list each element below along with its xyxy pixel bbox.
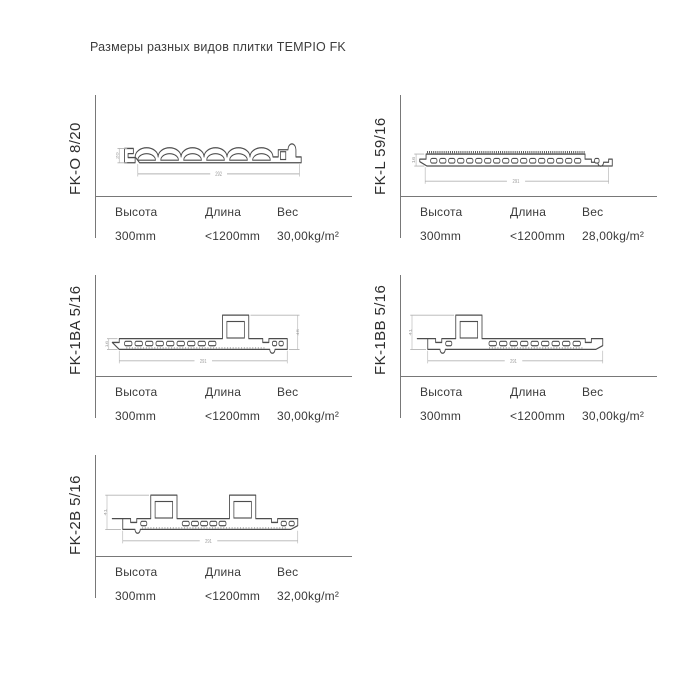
section-fk-1bb-5-16 — [365, 275, 657, 435]
height-dim-label: 16 — [411, 156, 417, 164]
value-height: 300mm — [115, 589, 157, 603]
length-dim-label: 291 — [199, 358, 207, 366]
col-header-height: Высота — [115, 385, 158, 399]
value-weight: 32,00kg/m² — [277, 589, 340, 603]
page-title: Размеры разных видов плитки TEMPIO FK — [90, 40, 346, 54]
section-fk-o-8-20 — [60, 95, 352, 255]
spec-table — [95, 376, 352, 423]
col-header-height: Высота — [420, 205, 463, 219]
col-header-weight: Вес — [582, 205, 604, 219]
tile-profile-drawing-fk-2b — [100, 485, 310, 551]
length-dim-label: 291 — [510, 358, 517, 366]
col-header-weight: Вес — [277, 385, 299, 399]
section-fk-l-59-16 — [365, 95, 657, 255]
col-header-length: Длина — [205, 565, 242, 579]
value-height: 300mm — [420, 229, 462, 243]
col-header-length: Длина — [510, 385, 547, 399]
value-height: 300mm — [115, 229, 157, 243]
col-header-length: Длина — [205, 205, 242, 219]
section-label: FK-O 8/20 — [67, 122, 84, 195]
value-weight: 30,00kg/m² — [582, 409, 645, 423]
section-fk-1ba-5-16 — [60, 275, 352, 435]
value-height: 300mm — [420, 409, 462, 423]
col-header-weight: Вес — [277, 205, 299, 219]
col-header-height: Высота — [420, 385, 463, 399]
value-weight: 28,00kg/m² — [582, 229, 645, 243]
height-dim-label: 16 — [104, 340, 110, 348]
col-header-length: Длина — [510, 205, 547, 219]
section-fk-2b-5-16 — [60, 455, 352, 615]
length-dim-label: 291 — [205, 538, 212, 546]
col-header-weight: Вес — [582, 385, 604, 399]
spec-table — [95, 196, 352, 243]
height-dim-label: 41 — [103, 509, 109, 516]
tile-profile-drawing-fk-1ba — [100, 305, 310, 371]
spec-table — [400, 196, 657, 243]
col-header-length: Длина — [205, 385, 242, 399]
col-header-weight: Вес — [277, 565, 299, 579]
length-dim-label: 292 — [215, 171, 223, 179]
tile-profile-drawing-fk-1bb — [405, 305, 615, 371]
section-label: FK-1BA 5/16 — [67, 285, 84, 375]
spec-table — [95, 556, 352, 603]
section-label: FK-1BB 5/16 — [372, 284, 389, 375]
spec-table — [400, 376, 657, 423]
value-height: 300mm — [115, 409, 157, 423]
value-length: <1200mm — [510, 409, 566, 423]
value-weight: 30,00kg/m² — [277, 409, 340, 423]
col-header-height: Высота — [115, 565, 158, 579]
value-length: <1200mm — [205, 589, 261, 603]
height-dim-label: 41 — [408, 329, 414, 336]
value-length: <1200mm — [205, 229, 261, 243]
section-label: FK-2B 5/16 — [67, 475, 84, 555]
height-dim-label: 20 — [115, 152, 120, 159]
value-length: <1200mm — [510, 229, 566, 243]
value-weight: 30,00kg/m² — [277, 229, 340, 243]
tile-profile-drawing-fk-l — [407, 132, 625, 190]
length-dim-label: 291 — [512, 178, 520, 186]
section-label: FK-L 59/16 — [372, 117, 389, 195]
value-length: <1200mm — [205, 409, 261, 423]
box-height-dim-label: 45 — [295, 329, 301, 336]
col-header-height: Высота — [115, 205, 158, 219]
tile-profile-drawing-fk-o — [106, 123, 318, 183]
